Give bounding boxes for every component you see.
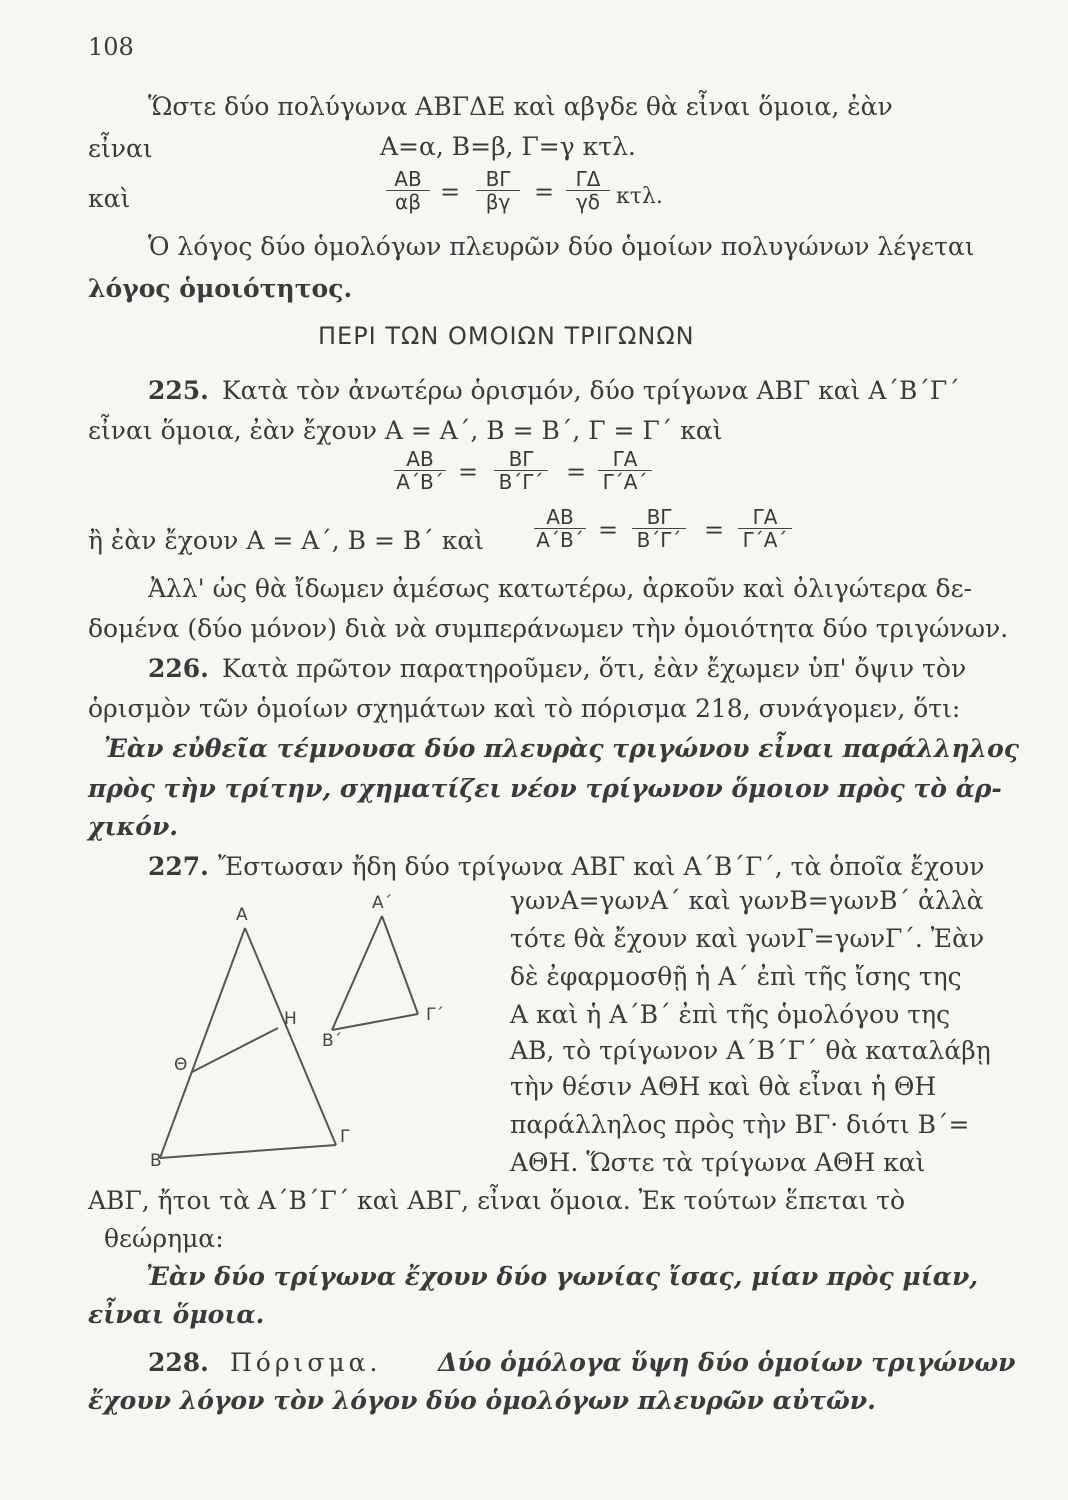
p225-line-4: ἢ ἐὰν ἔχουν Α = Α΄, Β = Β΄ καὶ <box>88 526 485 555</box>
side-A'B' <box>332 916 382 1030</box>
ratio-numerator: ΒΓ <box>494 448 548 471</box>
p225-ratio-4 <box>534 506 586 551</box>
intro-ratio-2 <box>476 168 520 213</box>
small-triangle-A'B'G' <box>332 916 418 1030</box>
label-B-prime: Β΄ <box>322 1031 343 1051</box>
equals-sign: = <box>458 458 479 486</box>
intro-ratio-3 <box>566 168 610 213</box>
side-B'G' <box>332 1014 418 1030</box>
p225-ratio-3 <box>598 448 652 493</box>
ratio-numerator: ΑΒ <box>394 448 446 471</box>
theorem-line-1: Ἐὰν δύο τρίγωνα ἔχουν δύο γωνίας ἴσας, μίαν πρὸς μίαν, <box>146 1262 979 1291</box>
p227-right-line-3: δὲ ἐφαρμοσθῇ ἡ Α΄ ἐπὶ τῆς ἴσης της <box>510 962 962 991</box>
p226-bold-3: χικόν. <box>88 812 179 841</box>
paragraph-number-228: 228. <box>148 1348 209 1377</box>
corollary-bold-2: ἔχουν λόγον τὸν λόγον δύο ὁμολόγων πλευρῶν αὐτῶν. <box>88 1386 876 1415</box>
ratio-numerator: ΒΓ <box>632 506 686 529</box>
label-A-prime: Α΄ <box>372 893 393 913</box>
equals-sign: = <box>534 178 555 206</box>
p227-right-line-8: ΑΘΗ. Ὥστε τὰ τρίγωνα ΑΘΗ καὶ <box>510 1148 926 1177</box>
paragraph-number-225: 225. <box>148 376 209 405</box>
ratio-denominator: Α΄Β΄ <box>396 470 444 494</box>
p225-ratio-5 <box>632 506 686 551</box>
equals-sign: = <box>598 516 619 544</box>
ratio-denominator: Γ΄Α΄ <box>602 470 648 494</box>
ratio-numerator: ΓΑ <box>598 448 652 471</box>
side-A'G' <box>382 916 418 1014</box>
theorem-line-2: εἶναι ὅμοια. <box>88 1300 265 1329</box>
p226-line-1: Κατὰ πρῶτον παρατηροῦμεν, ὅτι, ἐὰν ἔχωμεν ὑπ' ὄψιν τὸν <box>222 654 967 683</box>
ratio-denominator: Β΄Γ΄ <box>636 528 682 552</box>
ratio-denominator: γδ <box>575 190 601 214</box>
p226-bold-2: πρὸς τὴν τρίτην, σχηματίζει νέον τρίγωνον ὅμοιον πρὸς τὸ ἀρ- <box>88 774 1002 803</box>
p227-right-line-6: τὴν θέσιν ΑΘΗ καὶ θὰ εἶναι ἡ ΘΗ <box>510 1072 937 1101</box>
p226-line-2: ὁρισμὸν τῶν ὁμοίων σχημάτων καὶ τὸ πόρισμα 218, συνάγομεν, ὅτι: <box>88 694 961 723</box>
section-heading: ΠΕΡΙ ΤΩΝ ΟΜΟΙΩΝ ΤΡΙΓΩΝΩΝ <box>318 322 695 350</box>
p226-bold-1: Ἐὰν εὐθεῖα τέμνουσα δύο πλευρὰς τριγώνου εἶναι παράλληλος <box>104 734 1019 763</box>
side-AB <box>160 928 245 1158</box>
ratio-numerator: ΒΓ <box>476 168 520 191</box>
p225-ratio-6 <box>738 506 792 551</box>
corollary-bold-1: Δύο ὁμόλογα ὕψη δύο ὁμοίων τριγώνων <box>438 1348 1016 1377</box>
p227-right-line-1: γωνΑ=γωνΑ΄ καὶ γωνΒ=γωνΒ΄ ἀλλὰ <box>510 886 984 915</box>
paragraph-number-226: 226. <box>148 654 209 683</box>
p225-line-1: Κατὰ τὸν ἀνωτέρω ὁρισμόν, δύο τρίγωνα ΑΒΓ καὶ Α΄Β΄Γ΄ <box>222 376 960 405</box>
p227-right-line-4: Α καὶ ἡ Α΄Β΄ ἐπὶ τῆς ὁμολόγου της <box>510 1000 951 1029</box>
intro-line-1: Ὥστε δύο πολύγωνα ΑΒΓΔΕ καὶ αβγδε θὰ εἶναι ὅμοια, ἐὰν <box>148 92 893 121</box>
label-A: Α <box>236 905 248 925</box>
ratio-denominator: Β΄Γ΄ <box>498 470 544 494</box>
ratio-numerator: ΓΔ <box>566 168 610 191</box>
large-triangle-ABG <box>160 928 336 1158</box>
p227-line-1: Ἔστωσαν ἤδη δύο τρίγωνα ΑΒΓ καὶ Α΄Β΄Γ΄, τὰ ὁποῖα ἔχουν <box>218 852 985 881</box>
side-BG <box>160 1145 336 1158</box>
p227-line-full-2: θεώρημα: <box>104 1224 224 1253</box>
ratio-denominator: Γ΄Α΄ <box>742 528 788 552</box>
label-H: Η <box>284 1009 297 1029</box>
p227-right-line-5: ΑΒ, τὸ τρίγωνον Α΄Β΄Γ΄ θὰ καταλάβῃ <box>510 1036 991 1065</box>
p225-ratio-2 <box>494 448 548 493</box>
label-B: Β <box>150 1151 162 1170</box>
corollary-label: Πόρισμα. <box>230 1348 382 1377</box>
p227-line-full-1: ΑΒΓ, ἤτοι τὰ Α΄Β΄Γ΄ καὶ ΑΒΓ, εἶναι ὅμοια. Ἐκ τούτων ἕπεται τὸ <box>88 1186 906 1215</box>
similar-triangles-figure <box>150 880 470 1170</box>
definition-line-1: Ὁ λόγος δύο ὁμολόγων πλευρῶν δύο ὁμοίων πολυγώνων λέγεται <box>148 232 975 261</box>
label-G: Γ <box>340 1127 350 1147</box>
p225-ratio-1 <box>394 448 446 493</box>
intro-ratio-1 <box>386 168 430 213</box>
intro-label-einai: εἶναι <box>88 134 153 163</box>
ratio-numerator: ΑΒ <box>386 168 430 191</box>
label-G-prime: Γ΄ <box>426 1005 444 1025</box>
p225-line-5: Ἀλλ' ὡς θὰ ἴδωμεν ἀμέσως κατωτέρω, ἀρκοῦν καὶ ὀλιγώτερα δε- <box>148 574 972 603</box>
p227-right-line-7: παράλληλος πρὸς τὴν ΒΓ· διότι Β΄= <box>510 1110 970 1139</box>
page-number: 108 <box>88 33 134 61</box>
equals-sign: = <box>566 458 587 486</box>
p227-right-line-2: τότε θὰ ἔχουν καὶ γωνΓ=γωνΓ΄. Ἐὰν <box>510 924 985 953</box>
ratio-numerator: ΑΒ <box>534 506 586 529</box>
paragraph-number-227: 227. <box>148 852 209 881</box>
equals-sign: = <box>440 178 461 206</box>
intro-ratios-suffix: κτλ. <box>616 184 663 209</box>
ratio-denominator: Α΄Β΄ <box>536 528 584 552</box>
equals-sign: = <box>704 516 725 544</box>
label-theta: Θ <box>174 1055 188 1075</box>
definition-term: λόγος ὁμοιότητος. <box>88 274 353 303</box>
intro-equalities: Α=α, Β=β, Γ=γ κτλ. <box>380 132 636 161</box>
ratio-denominator: βγ <box>485 190 511 214</box>
intro-label-kai: καὶ <box>88 184 131 213</box>
p225-line-6: δομένα (δύο μόνον) διὰ νὰ συμπεράνωμεν τὴν ὁμοιότητα δύο τριγώνων. <box>88 614 1009 643</box>
p225-line-2: εἶναι ὅμοια, ἐὰν ἔχουν Α = Α΄, Β = Β΄, Γ = Γ΄ καὶ <box>88 416 723 445</box>
ratio-denominator: αβ <box>395 190 421 214</box>
ratio-numerator: ΓΑ <box>738 506 792 529</box>
